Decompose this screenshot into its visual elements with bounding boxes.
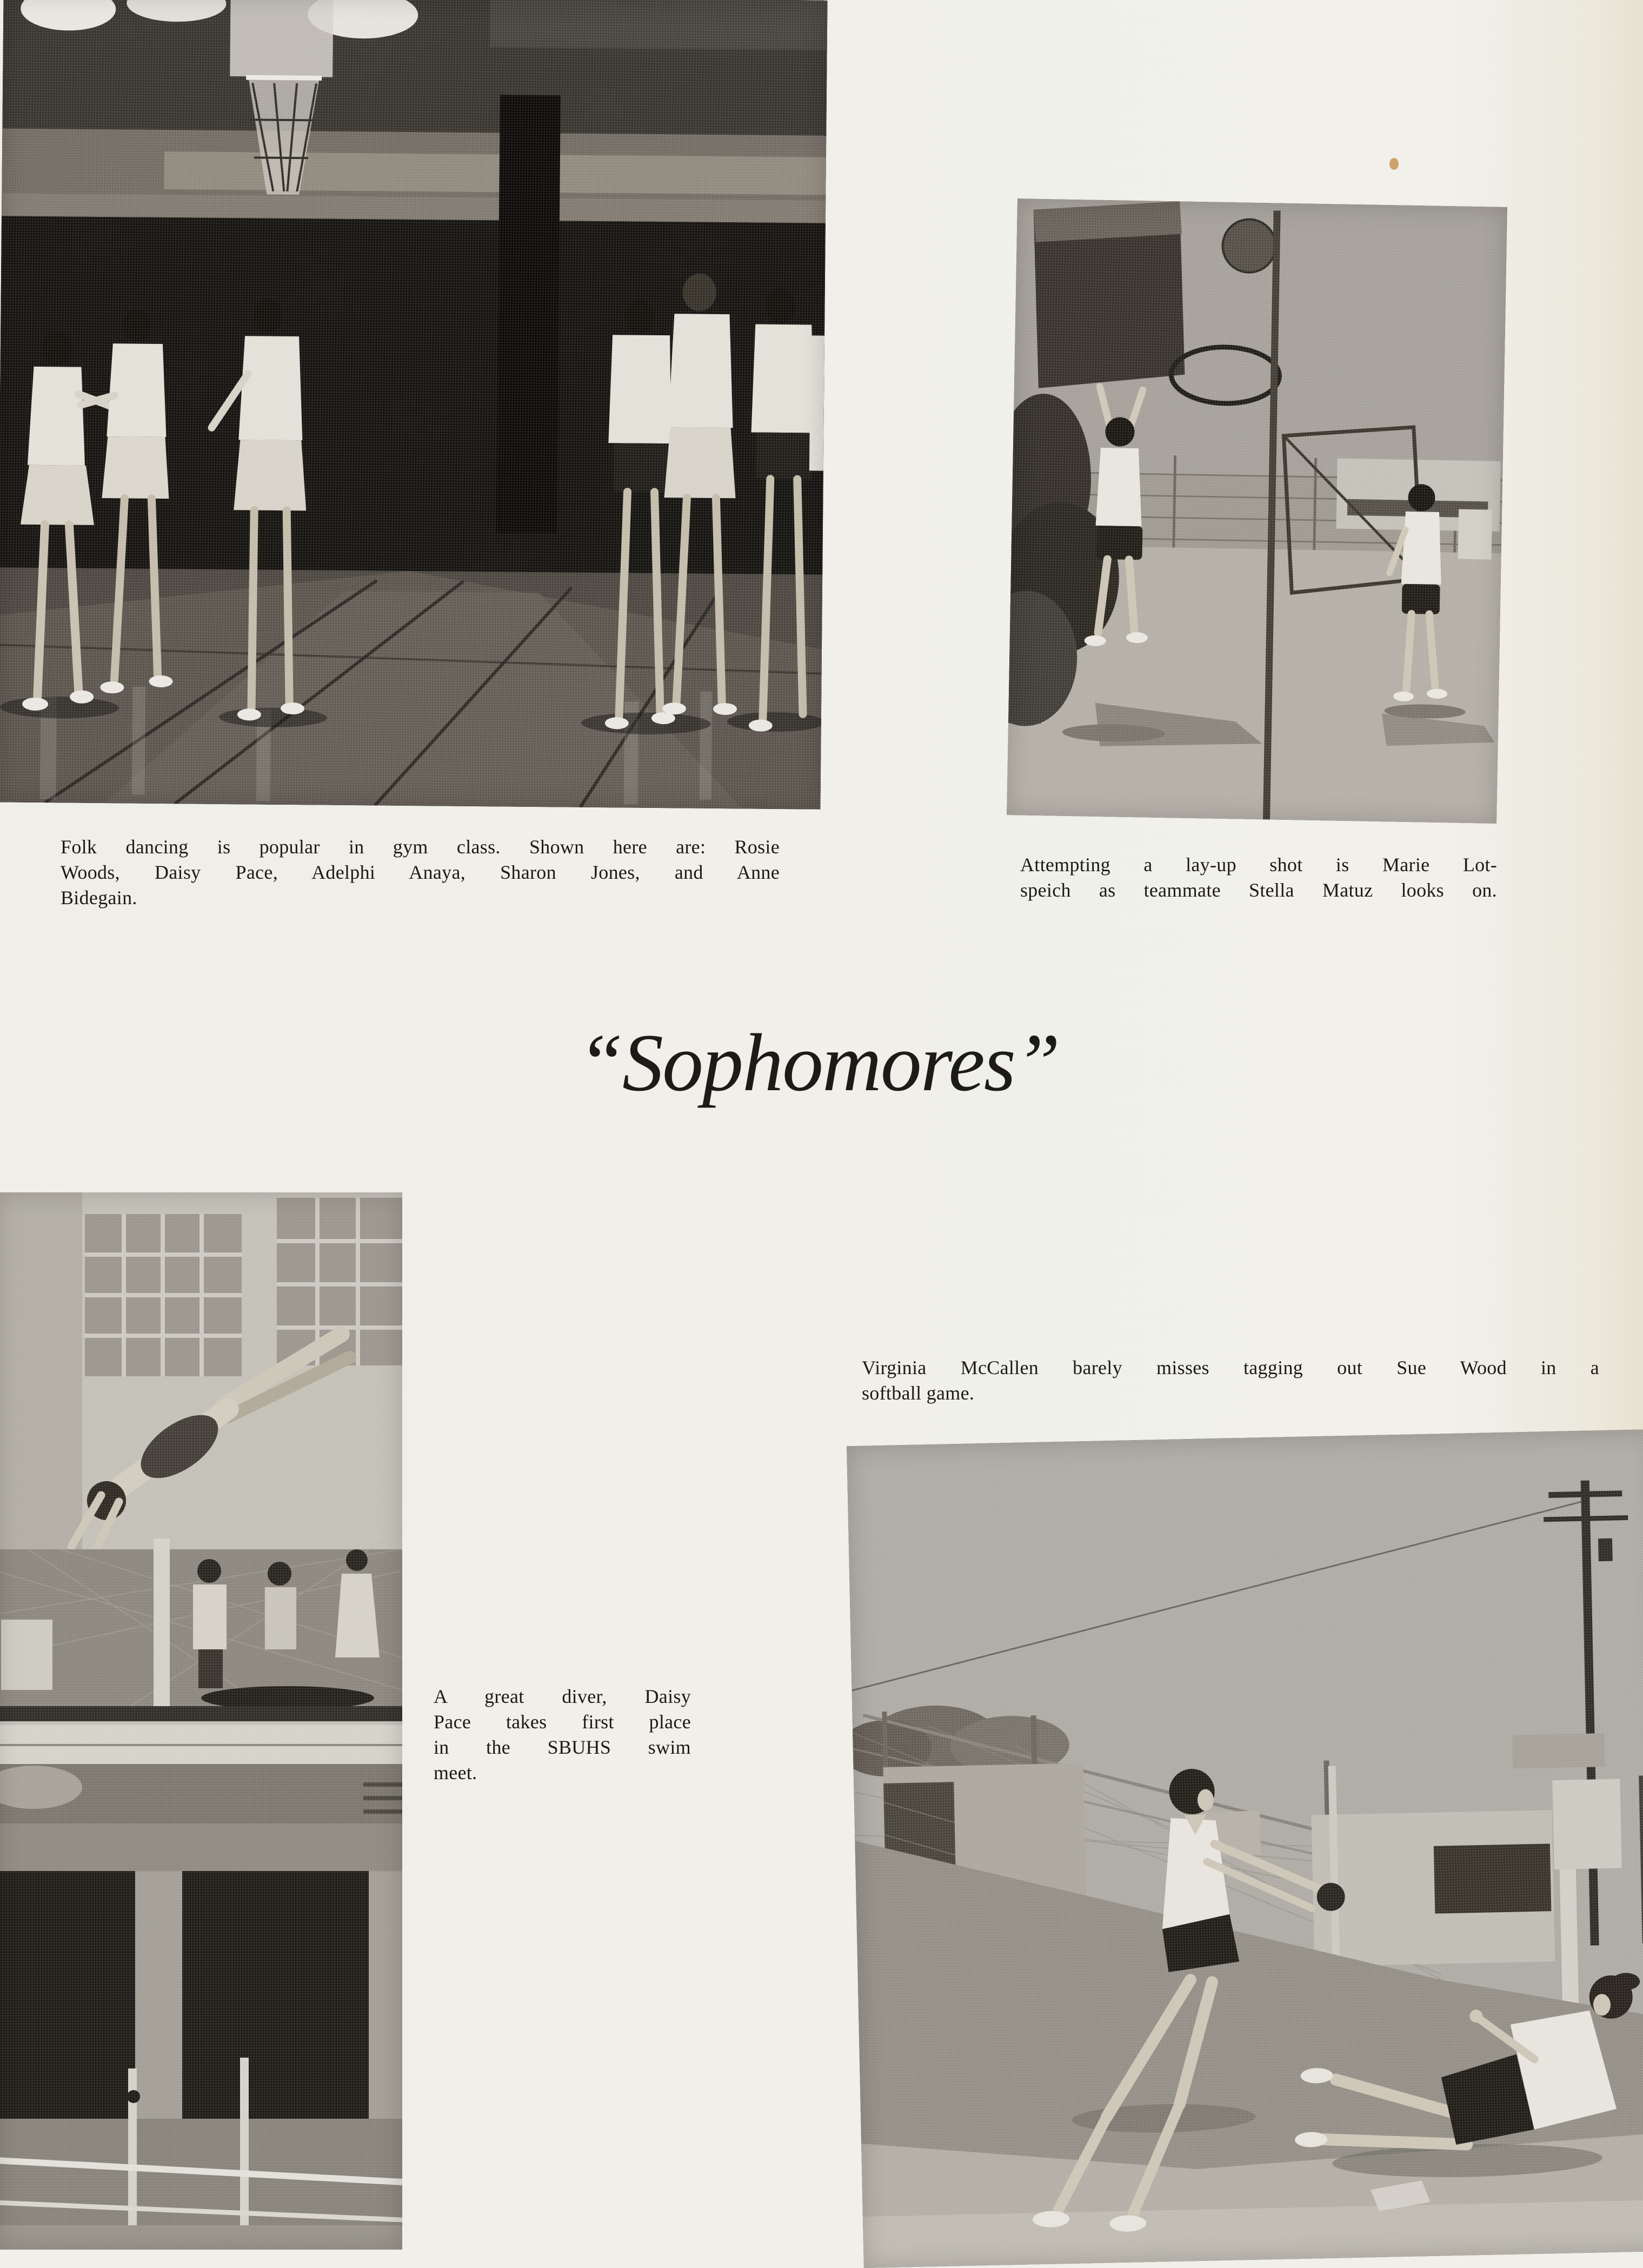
- gym-ceiling: [2, 0, 828, 223]
- caption-line: meet.: [434, 1762, 477, 1783]
- caption-line: softball game.: [862, 1382, 975, 1404]
- softball-photo: [847, 1429, 1643, 2268]
- folk-dancing-photo-art: [0, 0, 827, 810]
- caption-line: Attempting a lay-up shot is Marie Lot-: [1020, 854, 1497, 876]
- layup-caption: [1020, 852, 1497, 903]
- caption-line: speich as teammate Stella Matuz looks on.: [1020, 879, 1497, 901]
- page-title: “Sophomores”: [577, 1017, 1060, 1108]
- caption-line: Virginia McCallen barely misses tagging out Sue Wood in a: [862, 1357, 1599, 1378]
- caption-line: Folk dancing is popular in gym class. Shown here are: Rosie: [61, 836, 780, 858]
- diver-photo: [0, 1192, 402, 2250]
- caption-line: Bidegain.: [61, 887, 137, 908]
- caption-line: A great diver, Daisy: [434, 1686, 691, 1707]
- folk-dancing-photo: [0, 0, 827, 810]
- layup-photo-art: [1007, 198, 1507, 824]
- caption-line: in the SBUHS swim: [434, 1736, 691, 1758]
- basketball-icon: [1222, 219, 1276, 273]
- softball-photo-art: [847, 1429, 1643, 2268]
- folk-dancing-caption: [61, 834, 780, 911]
- paper-foxing-spot: [1389, 158, 1399, 170]
- balcony-spectators: [0, 1528, 402, 1712]
- diver-caption: [434, 1684, 691, 1786]
- layup-photo: [1007, 198, 1507, 824]
- caption-line: Woods, Daisy Pace, Adelphi Anaya, Sharon Jones, and Anne: [61, 861, 780, 883]
- softball-caption: [862, 1355, 1599, 1406]
- diver-photo-art: [0, 1192, 402, 2250]
- caption-line: Pace takes first place: [434, 1711, 691, 1733]
